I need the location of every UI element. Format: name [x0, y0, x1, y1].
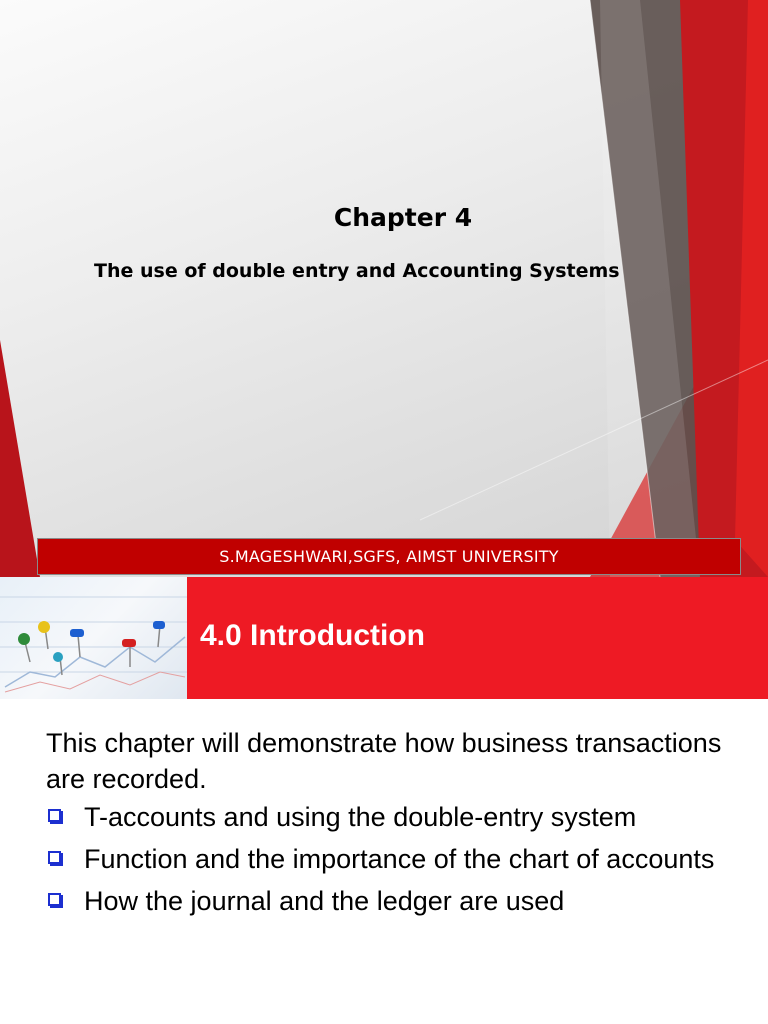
- author-text: S.MAGESHWARI,SGFS, AIMST UNIVERSITY: [219, 547, 559, 566]
- slide-title: Chapter 4: [333, 203, 473, 232]
- bullet-text: T-accounts and using the double-entry system: [84, 802, 637, 832]
- bullet-list: [46, 799, 746, 925]
- list-item: [46, 841, 746, 877]
- list-item: [46, 799, 746, 835]
- intro-paragraph: This chapter will demonstrate how business transactions are recorded.: [46, 728, 722, 794]
- square-bullet-icon: [48, 809, 61, 822]
- bullet-text: How the journal and the ledger are used: [84, 886, 565, 916]
- section-heading: 4.0 Introduction: [200, 619, 425, 652]
- pushpin-chart-icon: [0, 577, 187, 699]
- square-bullet-icon: [48, 893, 61, 906]
- slide-subtitle: The use of double entry and Accounting Systems: [94, 260, 620, 282]
- author-footer: [37, 538, 741, 575]
- pushpin-chart-photo: [0, 577, 187, 699]
- bullet-text: Function and the importance of the chart of accounts: [84, 844, 715, 874]
- list-item: [46, 883, 746, 919]
- left-red-wedge: [0, 340, 40, 577]
- content-slide: [0, 577, 768, 1024]
- square-bullet-icon: [48, 851, 61, 864]
